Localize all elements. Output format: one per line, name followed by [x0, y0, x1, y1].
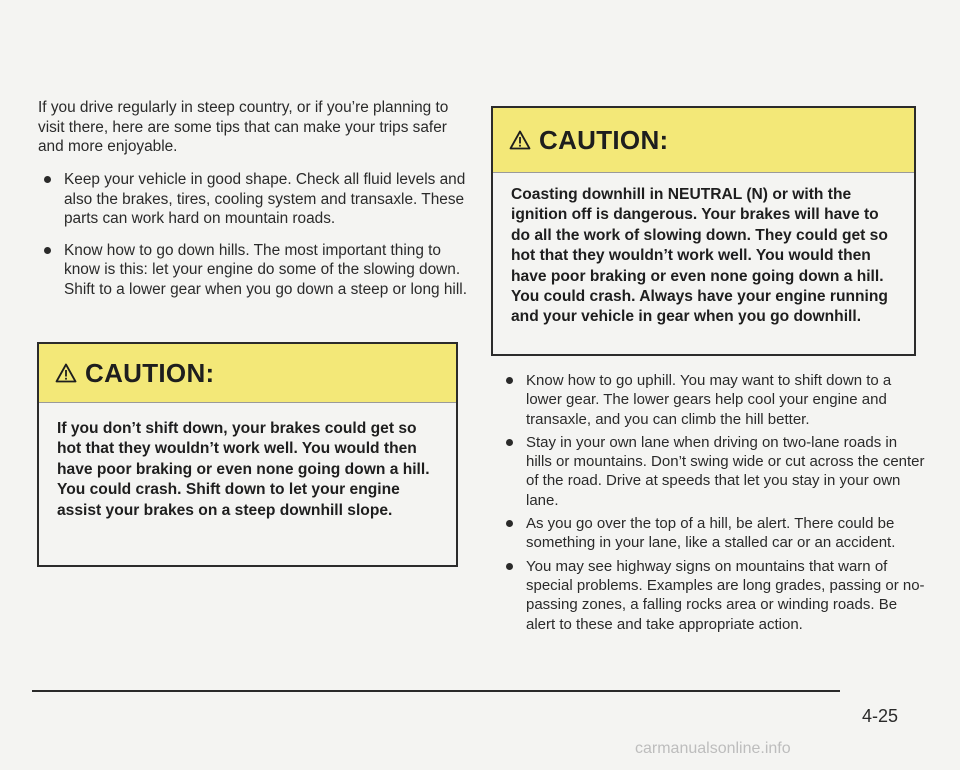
caution-text: If you don’t shift down, your brakes could get so hot that they wouldn’t work well. You would then have poor braking or even none going down a hill. You could crash. Shift down to let your engine assist your brakes on a steep downhill slope.: [57, 420, 430, 519]
page-number: 4-25: [862, 706, 899, 726]
list-item: As you go over the top of a hill, be alert. There could be something in your lane, like a stalled car or an accident.: [500, 514, 925, 553]
list-item: You may see highway signs on mountains that warn of special problems. Examples are long grades, passing or no-passing zones, a falling rocks area or winding roads. Be alert to these and take appropriate action.: [500, 557, 925, 634]
warning-triangle-icon: [55, 363, 77, 383]
caution-box-shift-down: [37, 342, 458, 567]
list-item: Know how to go uphill. You may want to shift down to a lower gear. The lower gears help cool your engine and transaxle, and you can climb the hill better.: [500, 371, 925, 429]
footer-divider: [32, 690, 840, 692]
list-item: Know how to go down hills. The most important thing to know is this: let your engine do some of the slowing down. Shift to a lower gear when you go down a steep or long hill.: [38, 241, 468, 300]
list-item: Keep your vehicle in good shape. Check all fluid levels and also the brakes, tires, cooling system and transaxle. These parts can work hard on mountain roads.: [38, 170, 468, 229]
caution-box-coasting: [491, 106, 916, 356]
caution-title: CAUTION:: [85, 357, 215, 388]
intro-paragraph: If you drive regularly in steep country, or if you’re planning to visit there, here are some tips that can make your trips safer and more enjoyable.: [38, 99, 449, 155]
caution-title: CAUTION:: [539, 124, 669, 155]
caution-text: Coasting downhill in NEUTRAL (N) or with the ignition off is dangerous. Your brakes will have to do all the work of slowing down. They could get so hot that they wouldn’t work well. You would then have poor braking or even none going down a hill. You could crash. Always have your engine running and your vehicle in gear when you go downhill.: [511, 186, 888, 326]
warning-triangle-icon: [509, 130, 531, 150]
caution-header: [493, 108, 914, 173]
list-item: Stay in your own lane when driving on two-lane roads in hills or mountains. Don’t swing wide or cut across the center of the road. Drive at speeds that let you stay in your own lane.: [500, 433, 925, 510]
caution-header: [39, 344, 456, 403]
watermark: carmanualsonline.info: [635, 740, 791, 757]
left-bullet-list: [38, 170, 468, 311]
right-bullet-list: [500, 371, 925, 638]
